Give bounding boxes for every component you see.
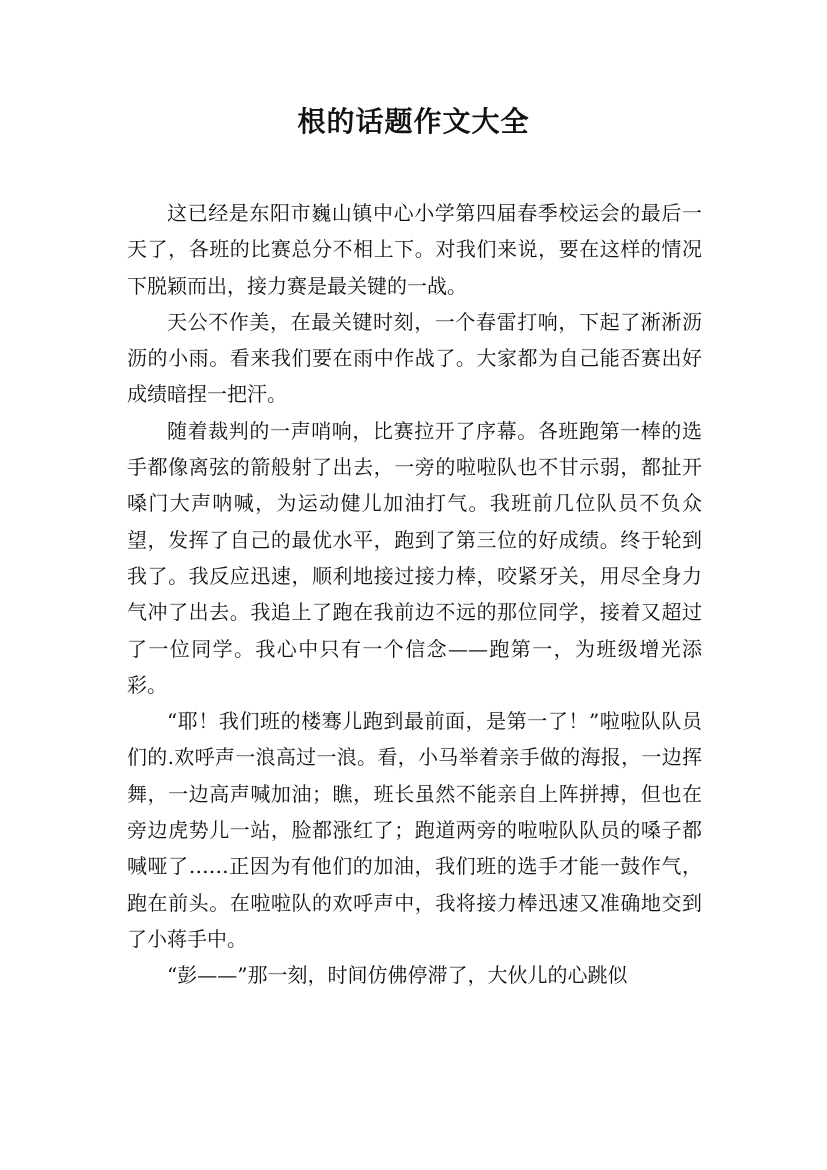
paragraph-1: 这已经是东阳市巍山镇中心小学第四届春季校运会的最后一天了，各班的比赛总分不相上下。对我们来说，要在这样的情况下脱颖而出，接力赛是最关键的一战。 [127, 201, 702, 298]
paragraph-2: 天公不作美，在最关键时刻，一个春雷打响，下起了淅淅沥沥的小雨。看来我们要在雨中作战了。大家都为自己能否赛出好成绩暗捏一把汗。 [127, 309, 702, 407]
document-title: 根的话题作文大全 [297, 105, 530, 138]
document-body [127, 195, 702, 994]
paragraph-5: “彭——”那一刻，时间仿佛停滞了，大伙儿的心跳似 [167, 963, 628, 988]
paragraph-3: 随着裁判的一声哨响，比赛拉开了序幕。各班跑第一棒的选手都像离弦的箭般射了出去，一旁的啦啦队也不甘示弱，都扯开嗓门大声呐喊，为运动健儿加油打气。我班前几位队员不负众望，发挥了自己的最优水平，跑到了第三位的好成绩。终于轮到我了。我反应迅速，顺利地接过接力棒，咬紧牙关，用尽全身力气冲了出去。我追上了跑在我前边不远的那位同学，接着又超过了一位同学。我心中只有一个信念——跑第一，为班级增光添彩。 [127, 418, 702, 697]
paragraph-4: “耶！我们班的楼骞儿跑到最前面，是第一了！”啦啦队队员们的.欢呼声一浪高过一浪。看，小马举着亲手做的海报，一边挥舞，一边高声喊加油；瞧，班长虽然不能亲自上阵拼搏，但也在旁边虎势儿一站，脸都涨红了；跑道两旁的啦啦队队员的嗓子都喊哑了……正因为有他们的加油，我们班的选手才能一鼓作气，跑在前头。在啦啦队的欢呼声中，我将接力棒迅速又准确地交到了小蒋手中。 [127, 709, 702, 951]
